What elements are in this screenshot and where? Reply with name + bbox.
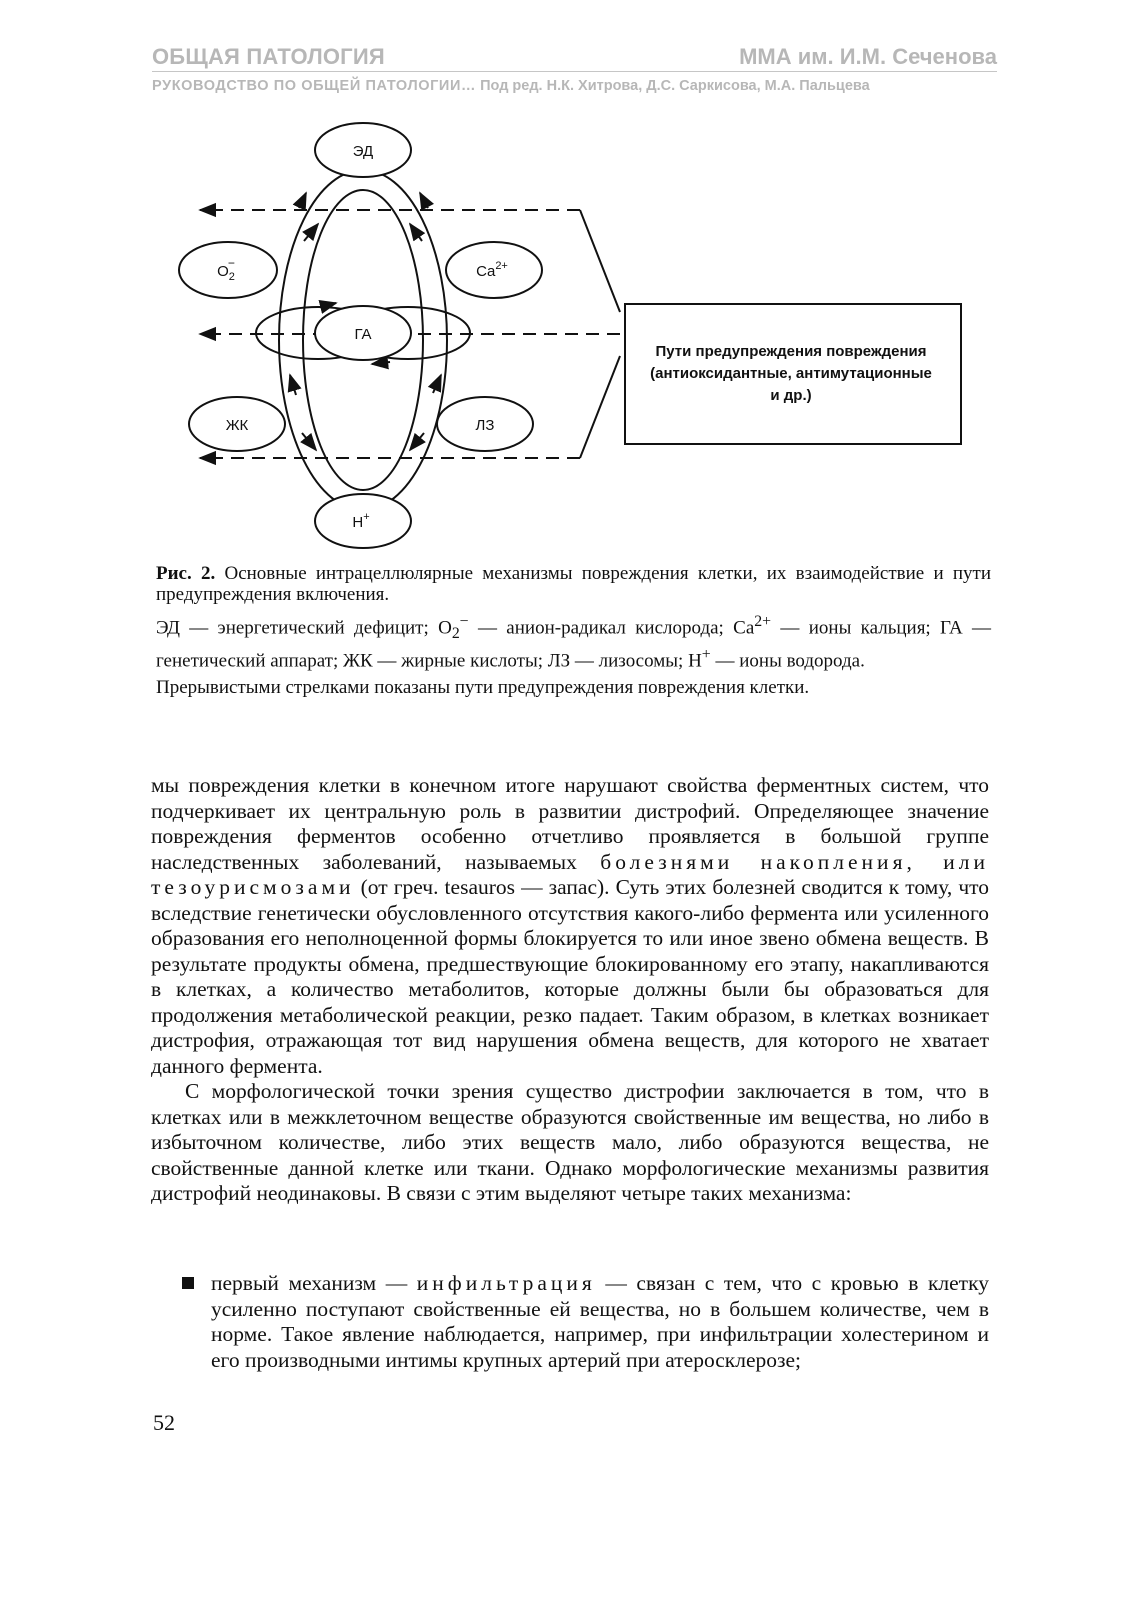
label-ga: ГА [354,326,372,343]
label-ca: $Ca^{2+}$ [476,260,508,280]
prevention-box-line-3: и др.) [770,387,812,404]
prevention-box-line-2: (антиоксидантные, антимутационные [650,365,932,382]
term-storage-diseases: болезнями накопления, или тезоурисмозами [151,849,989,899]
running-header-title: ОБЩАЯ ПАТОЛОГИЯ [152,44,385,69]
label-h: H+ [352,511,370,531]
label-ed: ЭД [352,143,374,160]
prevention-box-line-1: Пути предупреждения повреждения [655,343,927,360]
label-lz: ЛЗ [475,417,495,434]
label-o2: $O_2-$ [217,256,235,283]
bracket-line-bottom [580,356,620,458]
caption-note: Прерывистыми стрелками показаны пути предупреждения повреждения клетки. [156,677,810,699]
term-infiltration: инфильтрация [416,1271,596,1295]
bullet-square-icon [182,1277,194,1289]
body-text [151,773,989,1207]
caption-title: Рис. 2. Основные интрацеллюлярные механизмы повреждения клетки, их взаимодействие и пути предупреждения включения. [156,563,991,605]
caption-label: Рис. 2. [156,563,216,584]
paragraph-1: мы повреждения клетки в конечном итоге нарушают свойства ферментных систем, что подчеркивает их центральную роль в развитии дистрофий. Определяющее значение повреждения ферментов особенно отчетливо проявляется в большой группе наследственных заболеваний, называемых болезнями накопления, или тезоурисмозами (от греч. tesauros — запас). Суть этих болезней сводится к тому, что вследствие генетически обусловленного отсутствия какого-либо фермента или усиленного образования его неполноценной формы блокируется то или иное звено обмена веществ. В результате продукты обмена, предшествующие блокированному его этапу, накапливаются в клетках, а количество метаболитов, которые должны были бы образоваться для продолжения метаболической реакции, резко падает. Таким образом, в клетках возникает дистрофия, отражающая тот вид нарушения обмена веществ, для которого не хватает данного фермента. [151,773,989,1078]
book-editors: Под ред. Н.К. Хитрова, Д.С. Саркисова, М.А. Пальцева [480,78,870,94]
figure-caption [156,563,991,704]
running-header-institution: ММА им. И.М. Сеченова [739,44,997,69]
page-number: 52 [153,1410,175,1435]
cell-damage-diagram [0,0,1124,560]
bracket-line-top [580,210,620,312]
label-zhk: ЖК [225,417,249,434]
paragraph-2: С морфологической точки зрения существо дистрофии заключается в том, что в клетках или в межклеточном веществе образуются свойственные им вещества, но либо в избыточном количестве, либо этих веществ мало, либо образуются вещества, не свойственные данной клетке или ткани. Однако морфологические механизмы развития дистрофий неодинаковы. В связи с этим выделяют четыре таких механизма: [151,1079,989,1205]
list-item-infiltration: первый механизм — инфильтрация — связан с тем, что с кровью в клетку усиленно поступают свойственные ей вещества, но в большем количестве, чем в норме. Такое явление наблюдается, например, при инфильтрации холестерином и его производными интимы крупных артерий при атеросклерозе; [211,1271,989,1372]
caption-legend: ЭД — энергетический дефицит; $O_2^-$ — анион-радикал кислорода; $Ca^{2+}$ — ионы кальция; ГА — генетический аппарат; ЖК — жирные кислоты; ЛЗ — лизосомы; H+ — ионы водорода. [156,613,991,672]
book-title: РУКОВОДСТВО ПО ОБЩЕЙ ПАТОЛОГИИ… [152,78,477,94]
